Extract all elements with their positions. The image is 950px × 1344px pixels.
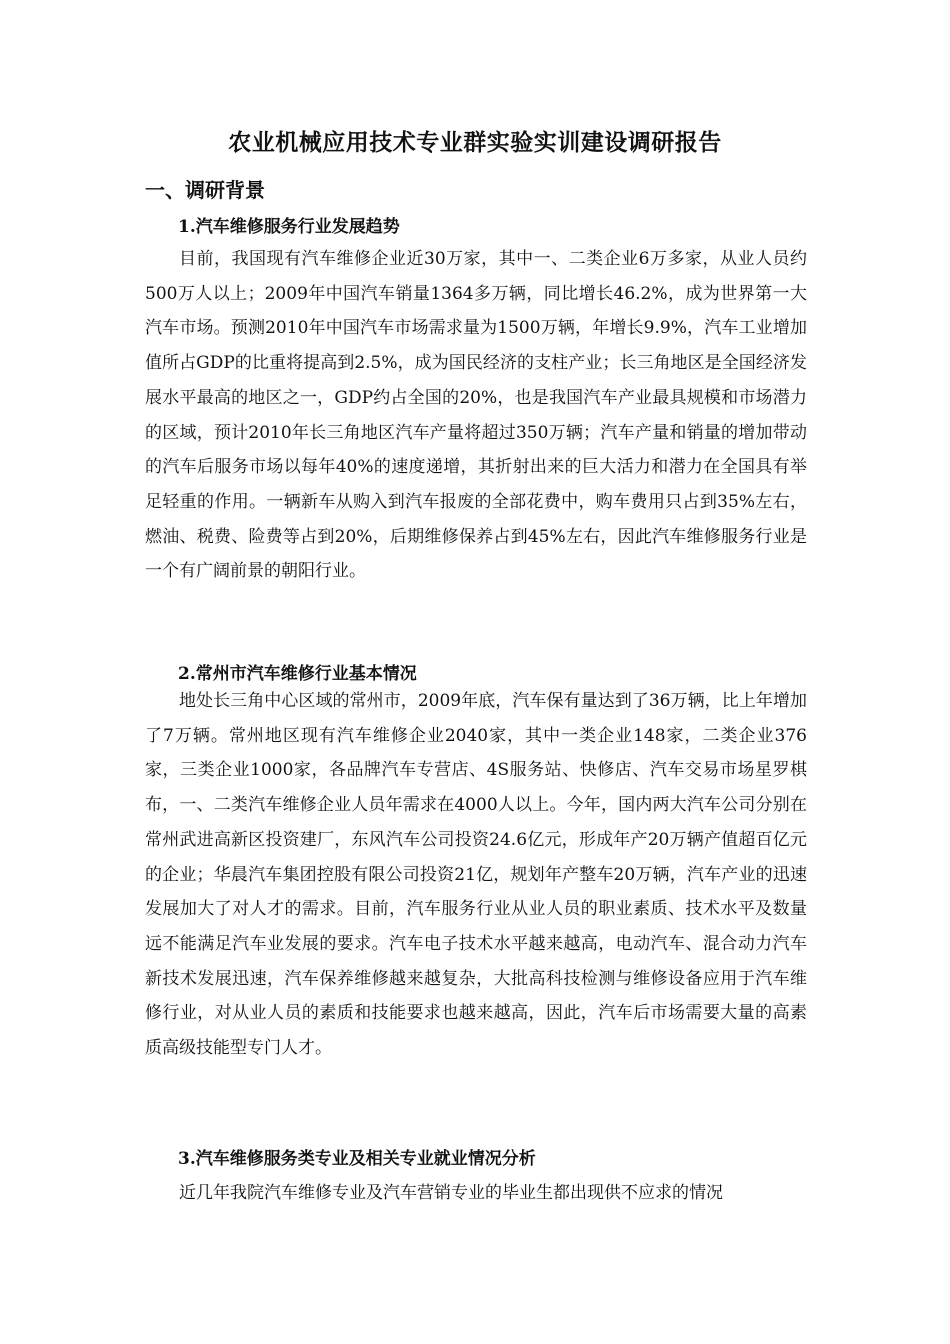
subsection-heading-changzhou: 2.常州市汽车维修行业基本情况	[178, 664, 417, 684]
subsection-heading-industry-trend: 1.汽车维修服务行业发展趋势	[178, 217, 400, 237]
paragraph-employment: 近几年我院汽车维修专业及汽车营销专业的毕业生都出现供不应求的情况	[179, 1183, 723, 1203]
paragraph-industry-trend: 目前，我国现有汽车维修企业近30万家，其中一、二类企业6万多家，从业人员约500万人以上；2009年中国汽车销量1364多万辆，同比增长46.2%，成为世界第一大汽车市场。预测2010年中国汽车市场需求量为1500万辆，年增长9.9%，汽车工业增加值所占GDP的比重将提高到2.5%，成为国民经济的支柱产业；长三角地区是全国经济发展水平最高的地区之一，GDP约占全国的20%，也是我国汽车产业最具规模和市场潜力的区域，预计2010年长三角地区汽车产量将超过350万辆；汽车产量和销量的增加带动的汽车后服务市场以每年40%的速度递增，其折射出来的巨大活力和潜力在全国具有举足轻重的作用。一辆新车从购入到汽车报废的全部花费中，购车费用只占到35%左右，燃油、税费、险费等占到20%，后期维修保养占到45%左右，因此汽车维修服务行业是一个有广阔前景的朝阳行业。	[145, 249, 807, 582]
document-title: 农业机械应用技术专业群实验实训建设调研报告	[228, 129, 722, 156]
subsection-heading-employment: 3.汽车维修服务类专业及相关专业就业情况分析	[178, 1149, 536, 1169]
paragraph-changzhou: 地处长三角中心区域的常州市，2009年底，汽车保有量达到了36万辆，比上年增加了7万辆。常州地区现有汽车维修企业2040家，其中一类企业148家，二类企业376家，三类企业1000家，各品牌汽车专营店、4S服务站、快修店、汽车交易市场星罗棋布，一、二类汽车维修企业人员年需求在4000人以上。今年，国内两大汽车公司分别在常州武进高新区投资建厂，东风汽车公司投资24.6亿元，形成年产20万辆产值超百亿元的企业；华晨汽车集团控股有限公司投资21亿，规划年产整车20万辆，汽车产业的迅速发展加大了对人才的需求。目前，汽车服务行业从业人员的职业素质、技术水平及数量远不能满足汽车业发展的要求。汽车电子技术水平越来越高，电动汽车、混合动力汽车新技术发展迅速，汽车保养维修越来越复杂，大批高科技检测与维修设备应用于汽车维修行业，对从业人员的素质和技能要求也越来越高，因此，汽车后市场需要大量的高素质高级技能型专门人才。	[145, 691, 807, 1059]
section-heading-background: 一、调研背景	[145, 178, 265, 202]
